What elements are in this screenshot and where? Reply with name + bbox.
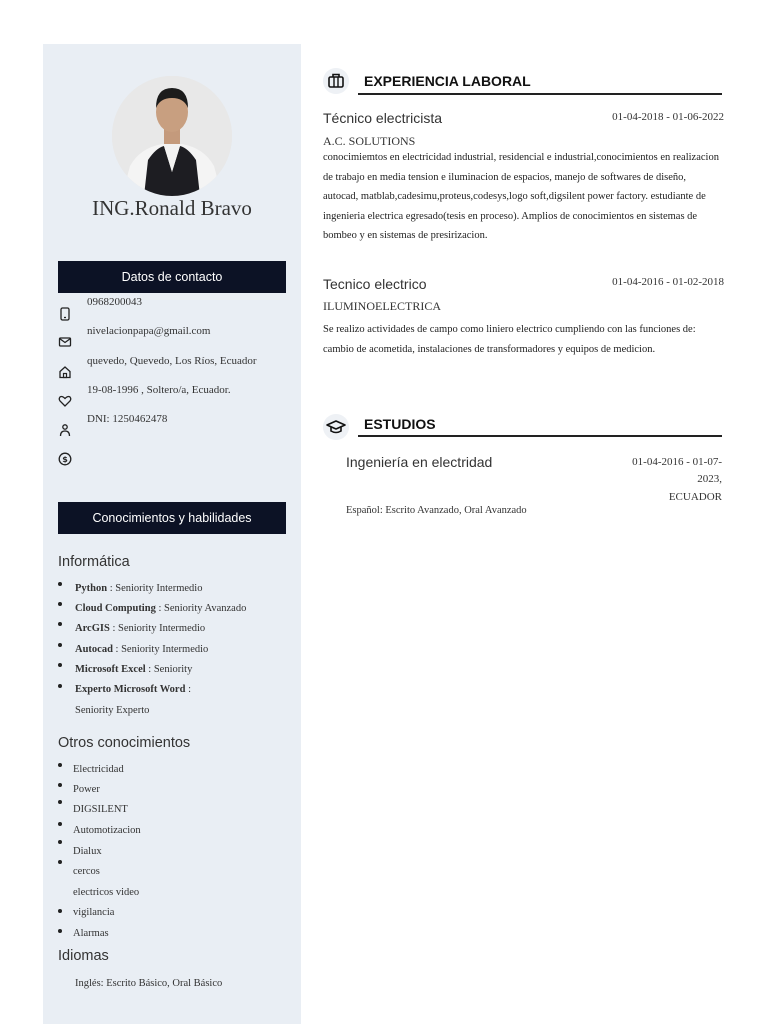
idiomas-title: Idiomas	[58, 948, 109, 964]
otros-item: cercos	[73, 866, 100, 877]
job-title: Tecnico electrico	[323, 276, 427, 292]
experience-title: EXPERIENCIA LABORAL	[364, 73, 531, 89]
skill-item: Experto Microsoft Word :	[75, 684, 191, 695]
contact-address: quevedo, Quevedo, Los Ríos, Ecuador	[87, 355, 257, 367]
profile-photo	[112, 76, 232, 196]
otros-item: Dialux	[73, 846, 102, 857]
otros-item: vigilancia	[73, 907, 115, 918]
job-company: ILUMINOELECTRICA	[323, 299, 441, 313]
skill-item: ArcGIS : Seniority Intermedio	[75, 623, 206, 634]
home-icon	[58, 365, 72, 379]
heart-icon	[58, 394, 72, 408]
bullet	[58, 763, 62, 767]
study-location: ECUADOR	[668, 491, 722, 503]
job-description: Se realizo actividades de campo como liniero electrico cumpliendo con las funciones de: cambio de acometida, instalaciones de transformadores y equipos de medicion.	[323, 324, 696, 355]
otros-item: Power	[73, 784, 100, 795]
bullet	[58, 783, 62, 787]
bullet	[58, 684, 62, 688]
bullet	[58, 622, 62, 626]
contact-birth: 19-08-1996 , Soltero/a, Ecuador.	[87, 384, 231, 396]
bullet	[58, 663, 62, 667]
section-rule	[358, 93, 722, 95]
contact-email: nivelacionpapa@gmail.com	[87, 325, 211, 337]
job-dates: 01-04-2016 - 01-02-2018	[612, 276, 724, 288]
mail-icon	[58, 335, 72, 349]
skill-item: Microsoft Excel : Seniority	[75, 664, 193, 675]
study-dates: 01-04-2016 - 01-07-	[632, 456, 722, 468]
graduation-cap-icon	[323, 414, 349, 440]
otros-item: DIGSILENT	[73, 804, 128, 815]
otros-item: electricos video	[73, 887, 140, 898]
study-title: Ingeniería en electridad	[346, 454, 493, 470]
bullet	[58, 822, 62, 826]
informatica-title: Informática	[58, 554, 130, 570]
person-icon	[58, 423, 72, 437]
section-rule	[358, 435, 722, 437]
bullet	[58, 643, 62, 647]
skill-item: Autocad : Seniority Intermedio	[75, 644, 209, 655]
otros-item: Electricidad	[73, 764, 124, 775]
bullet	[58, 929, 62, 933]
contact-header: Datos de contacto	[58, 261, 286, 293]
job-company: A.C. SOLUTIONS	[323, 134, 416, 148]
job-description: conocimiemtos en electricidad industrial, residencial e industrial,conocimientos en realizacion de trabajo en media tension e iluminacion de espacios, manejo de softwares de diseño, autocad, matblab,cadesimu,proteus,codesys,logo soft,digsilent power factory. estudiante de ingenieria electrica egresado(tesis en proceso). Amplios de conocimientos en sistemas de bombeo y en sistemas de presirizacion.	[323, 152, 719, 242]
skills-header: Conocimientos y habilidades	[58, 502, 286, 534]
skill-item-wrap: Seniority Experto	[75, 705, 150, 716]
bullet	[58, 909, 62, 913]
contact-phone: 0968200043	[87, 296, 142, 308]
study-dates-cont: 2023,	[697, 473, 722, 485]
otros-title: Otros conocimientos	[58, 735, 191, 751]
otros-item: Alarmas	[73, 928, 109, 939]
skill-item: Cloud Computing : Seniority Avanzado	[75, 603, 247, 614]
job-title: Técnico electricista	[323, 110, 443, 126]
contact-dni: DNI: 1250462478	[87, 413, 168, 425]
svg-text:$: $	[62, 455, 68, 464]
briefcase-icon	[323, 68, 349, 94]
person-photo-icon	[112, 76, 232, 196]
dollar-icon	[58, 452, 72, 466]
study-languages: Español: Escrito Avanzado, Oral Avanzado	[346, 505, 527, 516]
bullet	[58, 800, 62, 804]
otros-item: Automotizacion	[73, 825, 141, 836]
profile-name: ING.Ronald Bravo	[92, 196, 252, 220]
education-title: ESTUDIOS	[364, 416, 436, 432]
bullet	[58, 582, 62, 586]
skill-item: Python : Seniority Intermedio	[75, 583, 203, 594]
bullet	[58, 602, 62, 606]
bullet	[58, 860, 62, 864]
phone-icon	[58, 307, 72, 321]
job-dates: 01-04-2018 - 01-06-2022	[612, 111, 724, 123]
bullet	[58, 840, 62, 844]
idiomas-text: Inglés: Escrito Básico, Oral Básico	[75, 978, 223, 989]
